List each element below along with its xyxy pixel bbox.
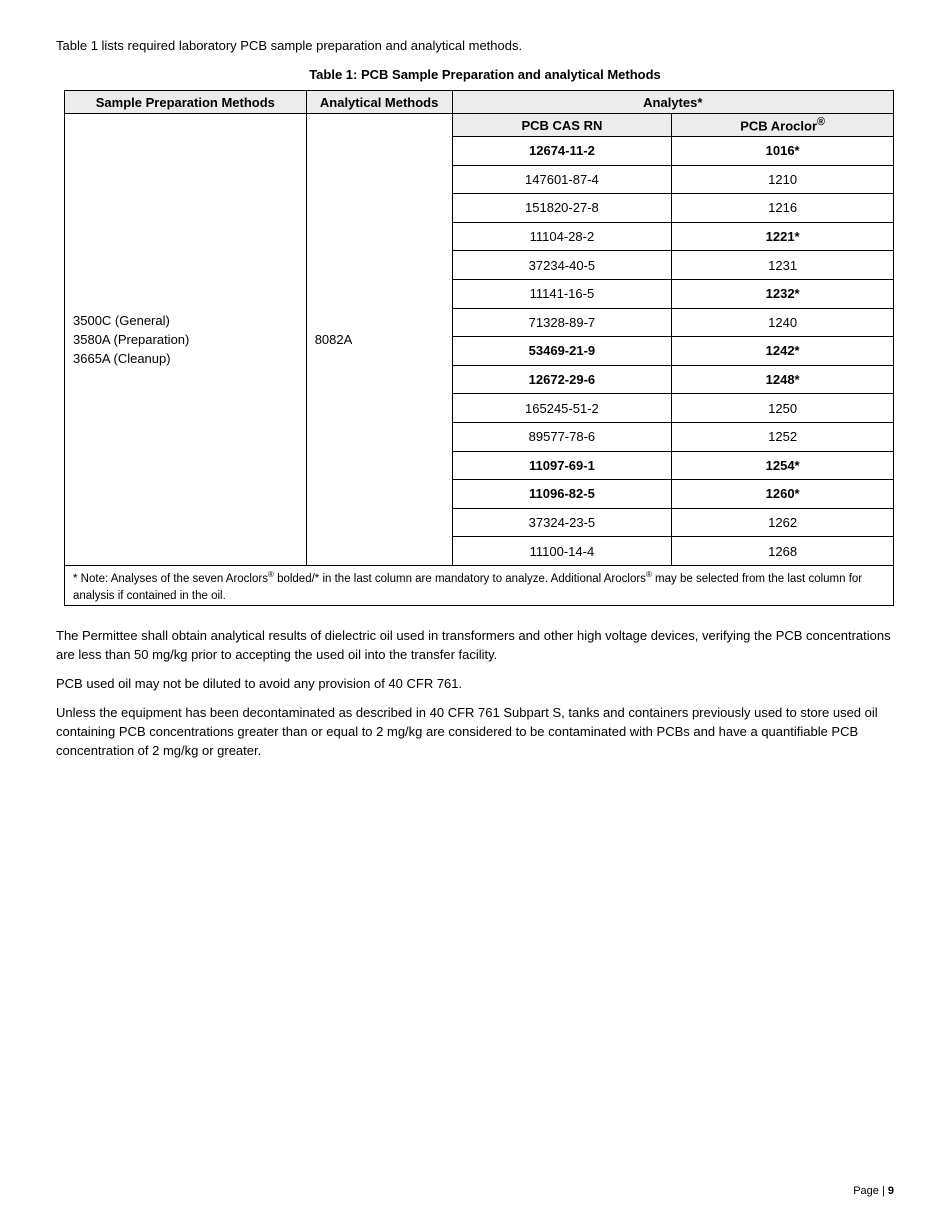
aroclor-cell: 1242*: [672, 337, 894, 366]
aroclor-cell: 1231: [672, 251, 894, 280]
cas-rn-cell: 37324-23-5: [452, 508, 672, 537]
page-number: 9: [887, 1185, 894, 1197]
paragraph-decontamination: Unless the equipment has been decontaminated as described in 40 CFR 761 Subpart S, tanks and containers previously used to store used oil containing PCB concentrations greater than or equal to 2 mg/kg are considered to be contaminated with PCBs and have a quantifiable PCB concentration of 2 mg/kg or greater.: [56, 704, 878, 758]
document-page: [56, 36, 896, 770]
prep-method: 3500C (General): [73, 312, 170, 328]
cas-rn-cell: 12672-29-6: [452, 365, 672, 394]
cas-rn-cell: 71328-89-7: [452, 308, 672, 337]
aroclor-cell: 1232*: [672, 279, 894, 308]
cas-rn-cell: 12674-11-2: [452, 137, 672, 166]
aroclor-cell: 1240: [672, 308, 894, 337]
cas-rn-cell: 11097-69-1: [452, 451, 672, 480]
aroclor-cell: 1260*: [672, 480, 894, 509]
note-part1: * Note: Analyses of the seven Aroclors: [73, 572, 268, 585]
cas-rn-cell: 11141-16-5: [452, 279, 672, 308]
header-analytical-methods: Analytical Methods: [306, 91, 452, 114]
aroclor-cell: 1252: [672, 422, 894, 451]
cas-rn-cell: 147601-87-4: [452, 165, 672, 194]
cas-rn-cell: 37234-40-5: [452, 251, 672, 280]
note-registered-mark: ®: [267, 569, 274, 579]
registered-mark: ®: [817, 116, 826, 129]
aroclor-cell: 1268: [672, 537, 894, 566]
note-registered-mark: ®: [645, 569, 652, 579]
aroclor-cell: 1254*: [672, 451, 894, 480]
table-caption: Table 1: PCB Sample Preparation and analytical Methods: [309, 67, 661, 82]
note-part2: bolded/* in the last column are mandatory to analyze. Additional Aroclors: [273, 572, 646, 585]
aroclor-cell: 1262: [672, 508, 894, 537]
prep-method: 3580A (Preparation): [73, 331, 190, 347]
cas-rn-cell: 165245-51-2: [452, 394, 672, 423]
page-separator: |: [881, 1185, 885, 1197]
header-analytes: Analytes*: [452, 91, 893, 114]
page-footer: [853, 1185, 894, 1197]
body-text: [56, 626, 896, 760]
prep-methods-cell: [65, 114, 307, 566]
page-label: Page: [853, 1185, 879, 1197]
aroclor-cell: 1210: [672, 165, 894, 194]
cas-rn-cell: 11104-28-2: [452, 222, 672, 251]
cas-rn-cell: 11100-14-4: [452, 537, 672, 566]
table-note: [65, 565, 894, 605]
aroclor-cell: 1221*: [672, 222, 894, 251]
intro-paragraph: Table 1 lists required laboratory PCB sample preparation and analytical methods.: [56, 38, 523, 53]
header-cas-rn: PCB CAS RN: [452, 114, 672, 137]
note-part3: may be selected from the last column for analysis if contained in the oil.: [73, 572, 863, 602]
cas-rn-cell: 151820-27-8: [452, 194, 672, 223]
cas-rn-cell: 11096-82-5: [452, 480, 672, 509]
prep-method: 3665A (Cleanup): [73, 350, 171, 366]
paragraph-verification: The Permittee shall obtain analytical results of dielectric oil used in transformers and other high voltage devices, verifying the PCB concentrations are less than 50 mg/kg prior to accepting the used oil into the transfer facility.: [56, 627, 891, 662]
header-prep-methods: Sample Preparation Methods: [65, 91, 307, 114]
header-aroclor: [672, 114, 894, 137]
aroclor-cell: 1216: [672, 194, 894, 223]
header-aroclor-label: PCB Aroclor: [740, 118, 818, 134]
cas-rn-cell: 89577-78-6: [452, 422, 672, 451]
paragraph-dilution: PCB used oil may not be diluted to avoid any provision of 40 CFR 761.: [56, 675, 463, 691]
pcb-methods-table: [64, 90, 894, 606]
cas-rn-cell: 53469-21-9: [452, 337, 672, 366]
aroclor-cell: 1250: [672, 394, 894, 423]
analytical-method-cell: 8082A: [306, 114, 452, 566]
aroclor-cell: 1248*: [672, 365, 894, 394]
aroclor-cell: 1016*: [672, 137, 894, 166]
